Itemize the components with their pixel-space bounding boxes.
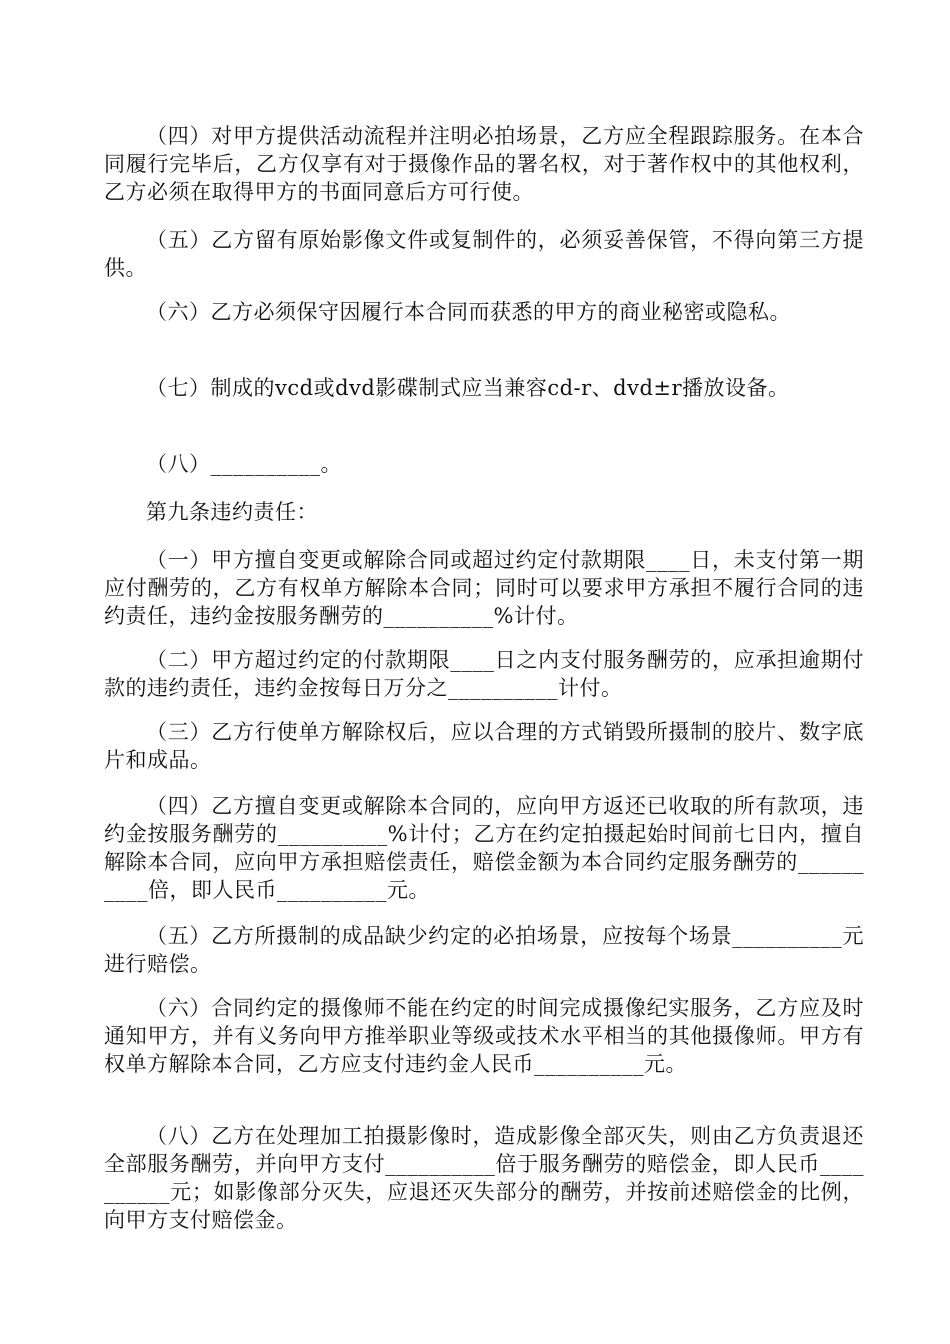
breach-clause-1-paragraph: （一）甲方擅自变更或解除合同或超过约定付款期限____日，未支付第一期应付酬劳的，乙方有权单方解除本合同；同时可以要求甲方承担不履行合同的违约责任，违约金按服务酬劳的__________%计付。: [104, 548, 864, 628]
breach-clause-4-paragraph: （四）乙方擅自变更或解除本合同的，应向甲方返还已收取的所有款项，违约金按服务酬劳的__________%计付；乙方在约定拍摄起始时间前七日内，擅自解除本合同，应向甲方承担赔偿责任，赔偿金额为本合同约定服务酬劳的__________倍，即人民币__________元。: [104, 794, 864, 902]
article-9-heading: 第九条违约责任：: [146, 500, 318, 524]
breach-clause-6-paragraph: （六）合同约定的摄像师不能在约定的时间完成摄像纪实服务，乙方应及时通知甲方，并有义务向甲方推举职业等级或技术水平相当的其他摄像师。甲方有权单方解除本合同，乙方应支付违约金人民币__________元。: [104, 996, 864, 1076]
clause-7-paragraph: （七）制成的vcd或dvd影碟制式应当兼容cd-r、dvd±r播放设备。: [146, 376, 790, 400]
clause-5-paragraph: （五）乙方留有原始影像文件或复制件的，必须妥善保管，不得向第三方提供。: [104, 228, 864, 280]
breach-clause-2-paragraph: （二）甲方超过约定的付款期限____日之内支付服务酬劳的，应承担逾期付款的违约责任，违约金按每日万分之__________计付。: [104, 648, 864, 700]
clause-4-paragraph: （四）对甲方提供活动流程并注明必拍场景，乙方应全程跟踪服务。在本合同履行完毕后，乙方仅享有对于摄像作品的署名权，对于著作权中的其他权利，乙方必须在取得甲方的书面同意后方可行使。: [104, 124, 864, 204]
breach-clause-8-paragraph: （八）乙方在处理加工拍摄影像时，造成影像全部灭失，则由乙方负责退还全部服务酬劳，并向甲方支付__________倍于服务酬劳的赔偿金，即人民币__________元；如影像部分灭失，应退还灭失部分的酬劳，并按前述赔偿金的比例，向甲方支付赔偿金。: [104, 1124, 864, 1232]
clause-6-paragraph: （六）乙方必须保守因履行本合同而获悉的甲方的商业秘密或隐私。: [146, 300, 791, 324]
breach-clause-3-paragraph: （三）乙方行使单方解除权后，应以合理的方式销毁所摄制的胶片、数字底片和成品。: [104, 720, 864, 772]
breach-clause-5-paragraph: （五）乙方所摄制的成品缺少约定的必拍场景，应按每个场景__________元进行赔偿。: [104, 924, 864, 976]
clause-8-paragraph: （八）__________。: [146, 452, 342, 476]
